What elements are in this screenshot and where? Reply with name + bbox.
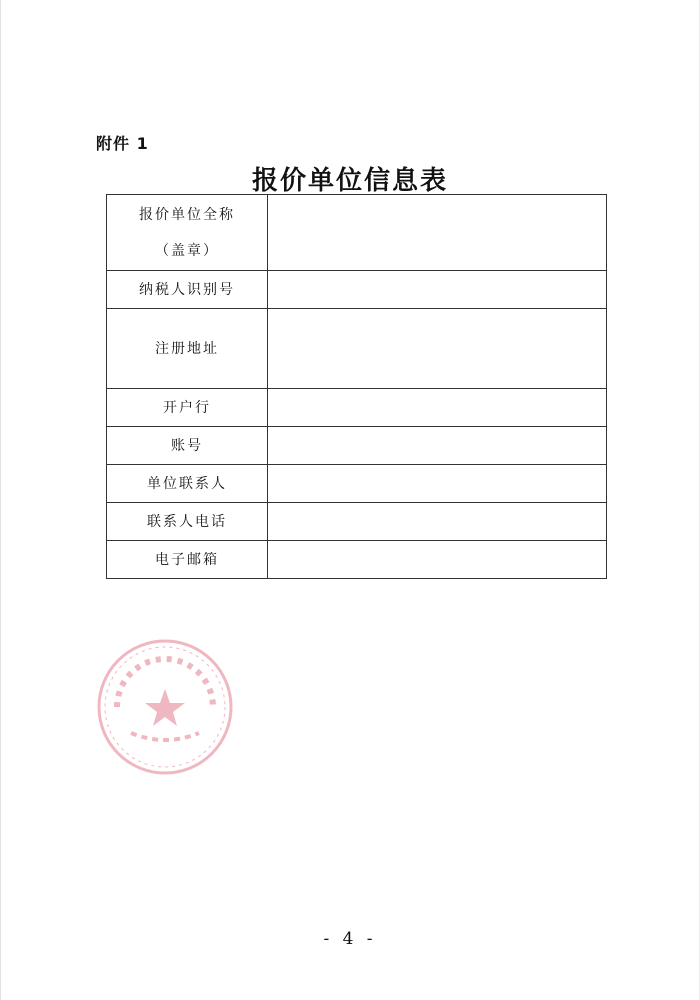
star-icon (145, 689, 185, 726)
table-row (107, 465, 607, 503)
table-row-label: 联系人电话 (107, 503, 268, 541)
table-row-value[interactable] (268, 271, 607, 309)
table-row-label: 单位联系人 (107, 465, 268, 503)
info-table (106, 194, 607, 579)
table-row-label: 注册地址 (107, 309, 268, 389)
page-number: - 4 - (323, 929, 377, 949)
table-row-label: 电子邮箱 (107, 541, 268, 579)
table-row (107, 541, 607, 579)
document-title: 报价单位信息表 (251, 166, 448, 196)
table-row-value[interactable] (268, 427, 607, 465)
table-row (107, 427, 607, 465)
table-row (107, 309, 607, 389)
label-text: 报价单位全称 (139, 206, 235, 223)
attachment-label: 附件 1 (96, 134, 149, 153)
official-seal-stamp (95, 637, 235, 777)
table-row (107, 503, 607, 541)
seal-band-mark (131, 733, 199, 740)
table-row-label: 开户行 (107, 389, 268, 427)
table-row-value[interactable] (268, 309, 607, 389)
table-row-label (107, 195, 268, 271)
table-row-value[interactable] (268, 465, 607, 503)
table-row (107, 195, 607, 271)
label-subtext: （盖章） (155, 242, 219, 259)
table-row-value[interactable] (268, 195, 607, 271)
table-row (107, 271, 607, 309)
table-row-label: 账号 (107, 427, 268, 465)
table-row-value[interactable] (268, 541, 607, 579)
table-row-label: 纳税人识别号 (107, 271, 268, 309)
table-row-value[interactable] (268, 389, 607, 427)
table-row (107, 389, 607, 427)
table-row-value[interactable] (268, 503, 607, 541)
